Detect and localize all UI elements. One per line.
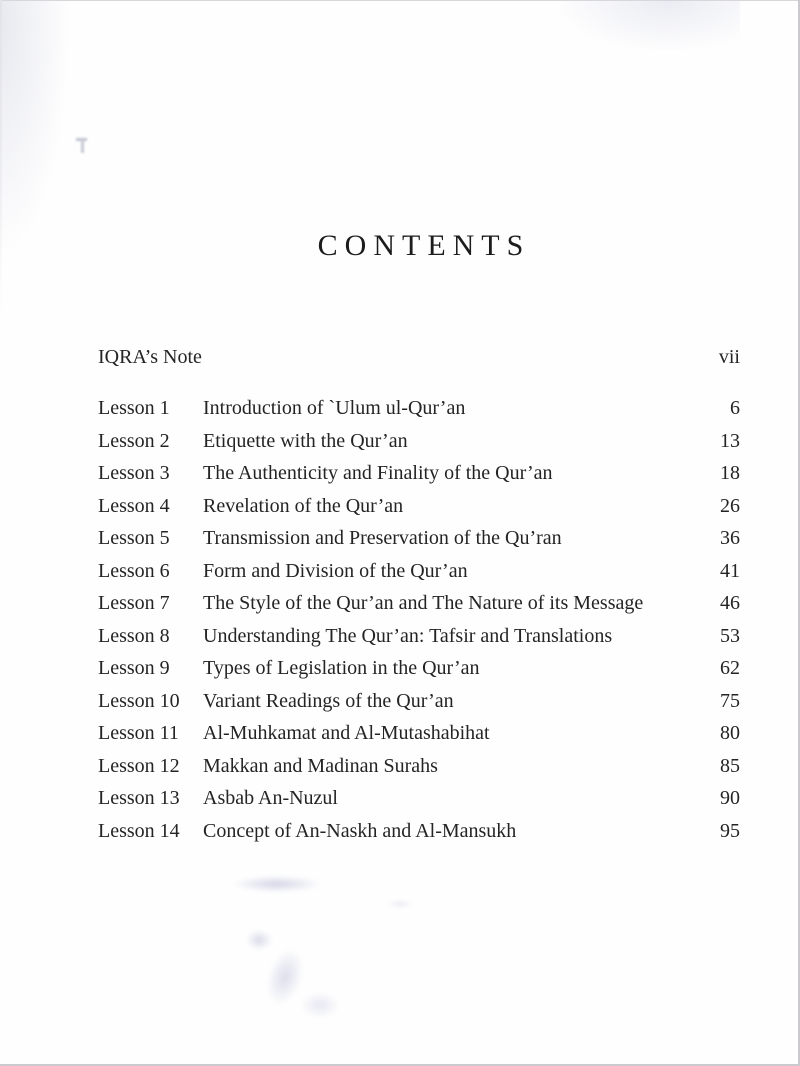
toc-entry-lesson: Lesson 1 [98,397,170,419]
toc-entry [98,691,740,711]
toc-entry [98,528,740,548]
scan-edge [0,0,800,1]
toc-entry-title: Asbab An-Nuzul [203,787,338,809]
toc-front-matter-row [98,347,740,367]
toc-entry-page: 90 [720,787,740,809]
toc-entry-lesson: Lesson 9 [98,657,170,679]
toc-entry-page: 80 [720,722,740,744]
toc-entry-title: Form and Division of the Qur’an [203,559,468,582]
toc-entry [98,593,740,613]
toc-entry-page: 36 [720,527,740,549]
toc-entry-title: Etiquette with the Qur’an [203,429,408,452]
toc-entry-lesson: Lesson 5 [98,527,170,549]
toc-entry [98,658,740,678]
toc-front-matter-label: IQRA’s Note [98,346,202,368]
scan-artifact [388,900,412,908]
toc-entry-title: Variant Readings of the Qur’an [203,689,454,712]
toc-entry-lesson: Lesson 3 [98,462,170,484]
scan-artifact [76,136,90,156]
scan-artifact [300,992,340,1018]
toc-entry [98,788,740,808]
table-of-contents [98,347,740,853]
toc-entry-page: 6 [730,397,740,419]
toc-entry-title: Transmission and Preservation of the Qu’ran [203,527,562,549]
toc-entry-title: Types of Legislation in the Qur’an [203,657,480,679]
toc-entry-page: 18 [720,462,740,484]
toc-entry [98,626,740,646]
toc-entry [98,496,740,516]
toc-entry-lesson: Lesson 10 [98,689,180,712]
toc-entry-page: 53 [720,624,740,647]
toc-entry-title: Understanding The Qur’an: Tafsir and Translations [203,624,613,647]
toc-entry-lesson: Lesson 7 [98,592,170,614]
paper-texture [0,0,70,260]
toc-entry-lesson: Lesson 11 [98,722,179,744]
toc-entry [98,398,740,418]
toc-entry-page: 62 [720,657,740,679]
scan-edge [0,0,2,320]
toc-entry-title: Concept of An-Naskh and Al-Mansukh [203,819,517,842]
paper-texture [560,0,740,50]
toc-entry-lesson: Lesson 6 [98,559,170,582]
toc-entry [98,756,740,776]
toc-entry [98,723,740,743]
toc-entry-page: 13 [720,429,740,452]
toc-entry-lesson: Lesson 14 [98,819,180,842]
toc-entry-title: Revelation of the Qur’an [203,494,404,517]
toc-entry-page: 26 [720,494,740,517]
toc-entry-title: Introduction of `Ulum ul-Qur’an [203,397,466,419]
toc-entry [98,431,740,451]
toc-entry-lesson: Lesson 13 [98,787,180,809]
toc-entry-lesson: Lesson 2 [98,429,170,452]
toc-entry [98,821,740,841]
toc-entry [98,463,740,483]
toc-entry-page: 75 [720,689,740,712]
toc-entry [98,561,740,581]
scan-artifact [232,876,322,892]
toc-entry-title: Makkan and Madinan Surahs [203,754,438,777]
toc-entry-page: 46 [720,592,740,614]
toc-entry-title: Al-Muhkamat and Al-Mutashabihat [203,722,490,744]
toc-entry-title: The Style of the Qur’an and The Nature of its Message [203,592,644,614]
toc-entry-page: 41 [720,559,740,582]
page-title: CONTENTS [317,229,531,262]
toc-entry-lesson: Lesson 12 [98,754,180,777]
toc-entry-lesson: Lesson 4 [98,494,170,517]
toc-entry-title: The Authenticity and Finality of the Qur’an [203,462,553,484]
toc-entry-page: 85 [720,754,740,777]
toc-entry-page: 95 [720,819,740,842]
scan-artifact [246,930,272,950]
toc-entry-lesson: Lesson 8 [98,624,170,647]
toc-front-matter-page: vii [718,346,740,368]
